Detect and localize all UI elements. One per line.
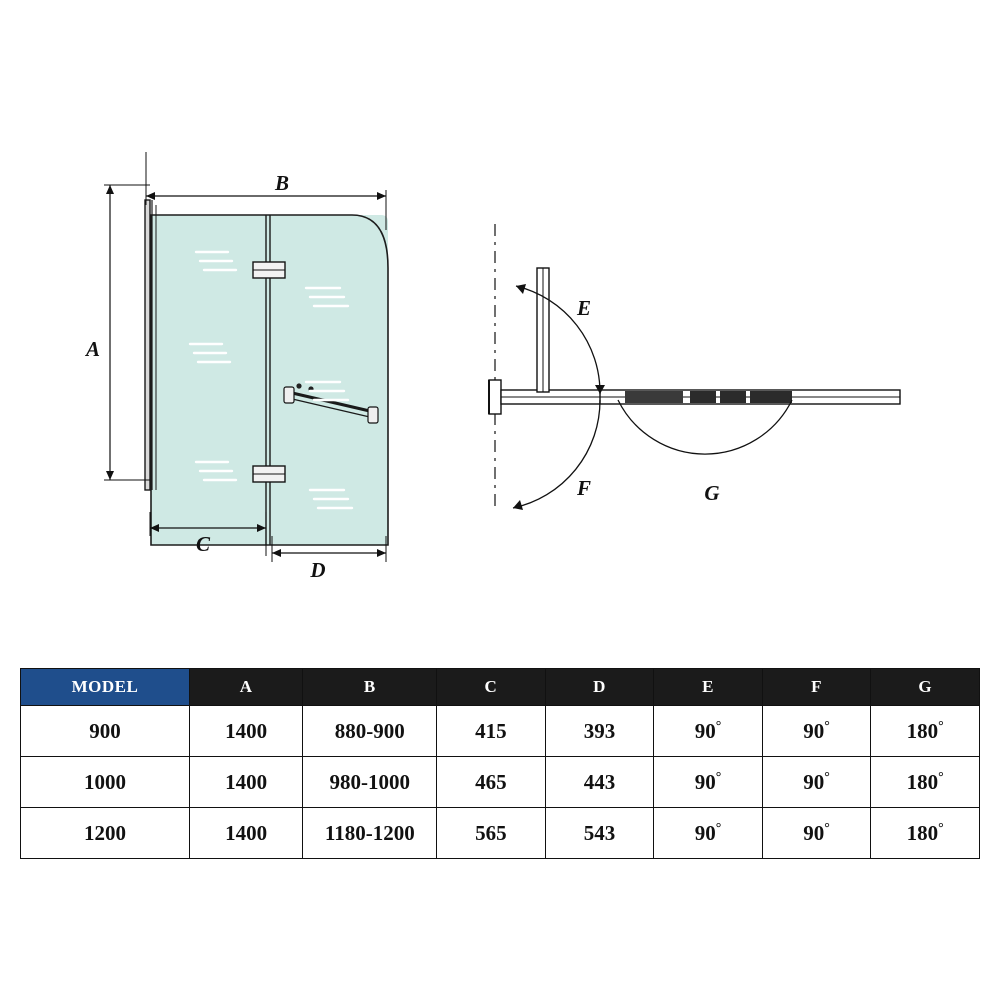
label-F: F — [576, 476, 592, 500]
arc-F — [513, 400, 600, 510]
header-model: MODEL — [21, 669, 190, 706]
plan-bar — [625, 391, 683, 403]
value-f: 90 — [803, 820, 825, 845]
degree-symbol: ° — [715, 718, 722, 734]
header-d: D — [545, 669, 654, 706]
degree-symbol: ° — [715, 820, 722, 836]
label-C: C — [195, 532, 211, 556]
glass-fill-right — [268, 215, 388, 545]
wall-profile — [145, 200, 150, 490]
top-view — [489, 224, 900, 512]
degree-symbol: ° — [824, 820, 830, 836]
wall-block — [489, 380, 501, 414]
cell-model: 900 — [21, 706, 190, 757]
cell-f — [762, 706, 871, 757]
header-f: F — [762, 669, 871, 706]
degree-symbol: ° — [824, 769, 830, 785]
table-row — [21, 706, 980, 757]
cell-d: 543 — [545, 808, 654, 859]
cell-c: 565 — [437, 808, 546, 859]
cell-b: 880-900 — [303, 706, 437, 757]
cell-f — [762, 808, 871, 859]
value-g: 180 — [906, 718, 939, 743]
dimension-A — [84, 185, 150, 480]
plan-hinge-1 — [690, 391, 716, 403]
plan-hinge-2 — [720, 391, 746, 403]
label-A: A — [86, 337, 101, 361]
value-g: 180 — [906, 820, 939, 845]
cell-b: 1180-1200 — [303, 808, 437, 859]
cell-e — [654, 757, 763, 808]
cell-a: 1400 — [189, 808, 303, 859]
cell-e — [654, 706, 763, 757]
value-e: 90 — [694, 769, 716, 794]
value-g: 180 — [906, 769, 939, 794]
spec-table-container — [20, 668, 980, 859]
cell-g — [871, 706, 980, 757]
table-row — [21, 757, 980, 808]
value-f: 90 — [803, 718, 825, 743]
cell-g — [871, 757, 980, 808]
header-g: G — [871, 669, 980, 706]
label-E: E — [576, 296, 592, 320]
header-a: A — [189, 669, 303, 706]
header-c: C — [437, 669, 546, 706]
label-B: B — [274, 171, 290, 195]
spec-table — [20, 668, 980, 859]
value-f: 90 — [803, 769, 825, 794]
header-b: B — [303, 669, 437, 706]
label-D: D — [310, 558, 326, 582]
degree-symbol: ° — [938, 769, 944, 785]
value-e: 90 — [694, 820, 716, 845]
value-e: 90 — [694, 718, 716, 743]
spec-table-head — [21, 669, 980, 706]
cell-g — [871, 808, 980, 859]
cell-c: 465 — [437, 757, 546, 808]
front-view — [84, 152, 388, 582]
hinge-upper — [253, 262, 285, 278]
cell-b: 980-1000 — [303, 757, 437, 808]
cell-a: 1400 — [189, 757, 303, 808]
cell-a: 1400 — [189, 706, 303, 757]
arc-E — [516, 284, 605, 394]
arc-G — [618, 400, 792, 505]
degree-symbol: ° — [938, 820, 944, 836]
table-header-row — [21, 669, 980, 706]
cell-model: 1000 — [21, 757, 190, 808]
spec-table-body — [21, 706, 980, 859]
cell-c: 415 — [437, 706, 546, 757]
degree-symbol: ° — [824, 718, 830, 734]
cell-d: 393 — [545, 706, 654, 757]
cell-model: 1200 — [21, 808, 190, 859]
cell-d: 443 — [545, 757, 654, 808]
label-G: G — [704, 481, 720, 505]
header-e: E — [654, 669, 763, 706]
degree-symbol: ° — [715, 769, 722, 785]
cell-e — [654, 808, 763, 859]
degree-symbol: ° — [938, 718, 944, 734]
plan-hinge-3 — [750, 391, 792, 403]
cell-f — [762, 757, 871, 808]
hinge-lower — [253, 466, 285, 482]
table-row — [21, 808, 980, 859]
